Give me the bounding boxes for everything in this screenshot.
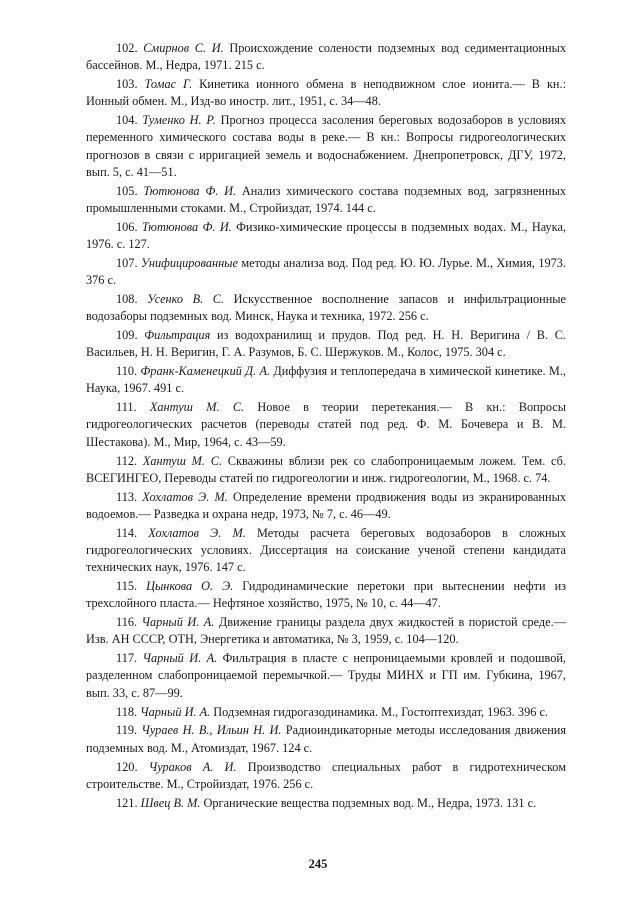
reference-author: Смирнов С. И.: [143, 41, 224, 55]
reference-number: 106.: [116, 219, 138, 234]
reference-author: Туменко Н. Р.: [142, 113, 216, 128]
reference-text: Движение границы раздела двух жидкостей в пористой среде.— Изв. АН СССР, ОТН, Энергетика и автоматика, № 3, 1959, с. 104—120.: [86, 615, 567, 647]
reference-entry: [86, 219, 566, 253]
reference-author: Чарный И. А.: [141, 615, 215, 630]
reference-author: Швец В. М.: [140, 795, 201, 810]
reference-number: 112.: [116, 453, 138, 468]
reference-text: Гидродинамические перетоки при вытеснении нефти из трехслойного пласта.— Нефтяное хозяйство, 1975, № 10, с. 44—47.: [86, 579, 567, 611]
reference-entry: [86, 291, 566, 325]
reference-entry: [86, 614, 566, 648]
reference-number: 115.: [116, 579, 138, 594]
reference-number: 120.: [116, 759, 138, 774]
reference-text: Физико-химические процессы в подземных водах. М., Наука, 1976. с. 127.: [86, 219, 567, 251]
reference-entry: [86, 704, 566, 721]
reference-number: 116.: [116, 615, 138, 630]
reference-number: 111.: [116, 400, 137, 415]
reference-list: [86, 40, 566, 814]
reference-number: 108.: [116, 291, 138, 306]
reference-author: Хантуш М. С.: [149, 400, 245, 415]
reference-text: Анализ химического состава подземных вод, загрязненных промышленными стоками. М., Стройиздат, 1974. 144 с.: [86, 183, 566, 215]
reference-entry: [86, 40, 566, 74]
reference-number: 114.: [116, 525, 138, 540]
reference-entry: [86, 795, 566, 812]
reference-number: 119.: [116, 723, 138, 738]
reference-text: Методы расчета береговых водозаборов в сложных гидрогеологических условиях. Диссертация на соискание ученой степени кандидата технических наук, 1976. 147 с.: [86, 525, 567, 575]
reference-number: 110.: [116, 364, 138, 379]
page-number: 245: [308, 857, 328, 871]
reference-entry: [86, 255, 566, 289]
reference-text: Прогноз процесса засоления береговых водозаборов в условиях переменного химического состава воды в реке.— В кн.: Вопросы гидрогеологических прогнозов в связи с ирригацией земель и водоснабжением. Днепропетровск, ДГУ, 1972, вып. 5, с. 41—51.: [86, 113, 567, 179]
reference-author: Чураев Н. В., Ильин Н. И.: [141, 723, 282, 738]
reference-author: Тютюнова Ф. И.: [143, 183, 237, 198]
reference-number: 104.: [116, 113, 138, 128]
reference-number: 103.: [116, 77, 138, 92]
reference-text: Новое в теории перетекания.— В кн.: Вопросы гидрогеологических расчетов (переводы статей под ред. Ф. М. Бочевера и В. М. Шестакова). М., Мир, 1964, с. 43—59.: [86, 400, 567, 449]
reference-author: Фильтрация: [144, 328, 211, 343]
reference-entry: [86, 650, 566, 701]
reference-entry: [86, 363, 566, 397]
reference-text: Искусственное восполнение запасов и инфильтрационные водозаборы подземных вод. Минск, Наука и техника, 1972. 256 с.: [86, 291, 566, 324]
reference-text: Определение времени продвижения воды из экранированных водоемов.— Разведка и охрана недр, 1973, № 7, с. 46—49.: [86, 489, 566, 521]
reference-author: Усенко В. С.: [147, 291, 225, 306]
reference-number: 113.: [116, 489, 138, 504]
reference-text: Диффузия и теплопередача в химической кинетике. М., Наука, 1967. 491 с.: [86, 364, 567, 396]
reference-entry: [86, 525, 566, 576]
reference-text: методы анализа вод. Под ред. Ю. Ю. Лурье. М., Химия, 1973. 376 с.: [86, 255, 566, 288]
reference-text: Органические вещества подземных вод. М., Недра, 1973. 131 с.: [203, 795, 537, 810]
reference-entry: [86, 759, 566, 793]
reference-number: 121.: [116, 795, 138, 810]
reference-entry: [86, 489, 566, 523]
reference-number: 118.: [116, 704, 138, 719]
reference-author: Хантуш М. С.: [142, 453, 223, 468]
reference-entry: [86, 399, 566, 450]
reference-entry: [86, 722, 566, 756]
reference-author: Чарный И. А.: [140, 704, 211, 719]
reference-text: Фильтрация в пласте с непроницаемыми кровлей и подошвой, разделенном слабопроницаемой перемычкой.— Труды МИНХ и ГП им. Губкина, 1967, вып. 33, с. 87—99.: [86, 651, 567, 700]
reference-text: Кинетика ионного обмена в неподвижном слое ионита.— В кн.: Ионный обмен. М., Изд-во иностр. лит., 1951, с. 34—48.: [86, 77, 566, 109]
reference-entry: [86, 453, 566, 487]
reference-number: 102.: [116, 41, 138, 55]
reference-text: Подземная гидрогазодинамика. М., Гостоптехиздат, 1963. 396 с.: [213, 704, 548, 719]
reference-entry: [86, 76, 566, 110]
reference-author: Хохлатов Э. М.: [142, 489, 228, 504]
reference-number: 117.: [116, 651, 138, 666]
reference-author: Унифицированные: [140, 255, 238, 270]
reference-author: Франк-Каменецкий Д. А.: [140, 364, 271, 379]
reference-number: 107.: [116, 255, 138, 270]
reference-entry: [86, 327, 566, 361]
reference-entry: [86, 578, 566, 612]
reference-author: Чарный И. А.: [142, 651, 218, 666]
reference-number: 109.: [116, 328, 138, 343]
reference-text: Скважины вблизи рек со слабопроницаемым ложем. Тем. сб. ВСЕГИНГЕО, Переводы статей по гидрогеологии и инж. гидрогеологии, М., 1968. с. 74.: [86, 453, 566, 485]
reference-text: из водохранилищ и прудов. Под ред. Н. Н. Веригина / В. С. Васильев, Н. Н. Веригин, Г. А. Разумов, Б. С. Шержуков. М., Колос, 1975. 304 с.: [86, 328, 567, 360]
reference-author: Хохлатов Э. М.: [148, 525, 246, 540]
reference-text: Радиоиндикаторные методы исследования движения подземных вод. М., Атомиздат, 1967. 124 с.: [86, 723, 567, 755]
reference-entry: [86, 112, 566, 181]
reference-entry: [86, 183, 566, 217]
reference-text: Происхождение солености подземных вод седиментационных бассейнов. М., Недра, 1971. 215 с.: [86, 41, 566, 73]
reference-author: Цынкова О. Э.: [146, 579, 234, 594]
reference-text: Производство специальных работ в гидротехническом строительстве. М., Стройиздат, 1976. 256 с.: [86, 759, 567, 791]
reference-number: 105.: [116, 183, 138, 198]
reference-author: Чураков А. И.: [148, 759, 237, 774]
reference-author: Томас Г.: [144, 77, 193, 92]
reference-author: Тютюнова Ф. И.: [141, 219, 232, 234]
